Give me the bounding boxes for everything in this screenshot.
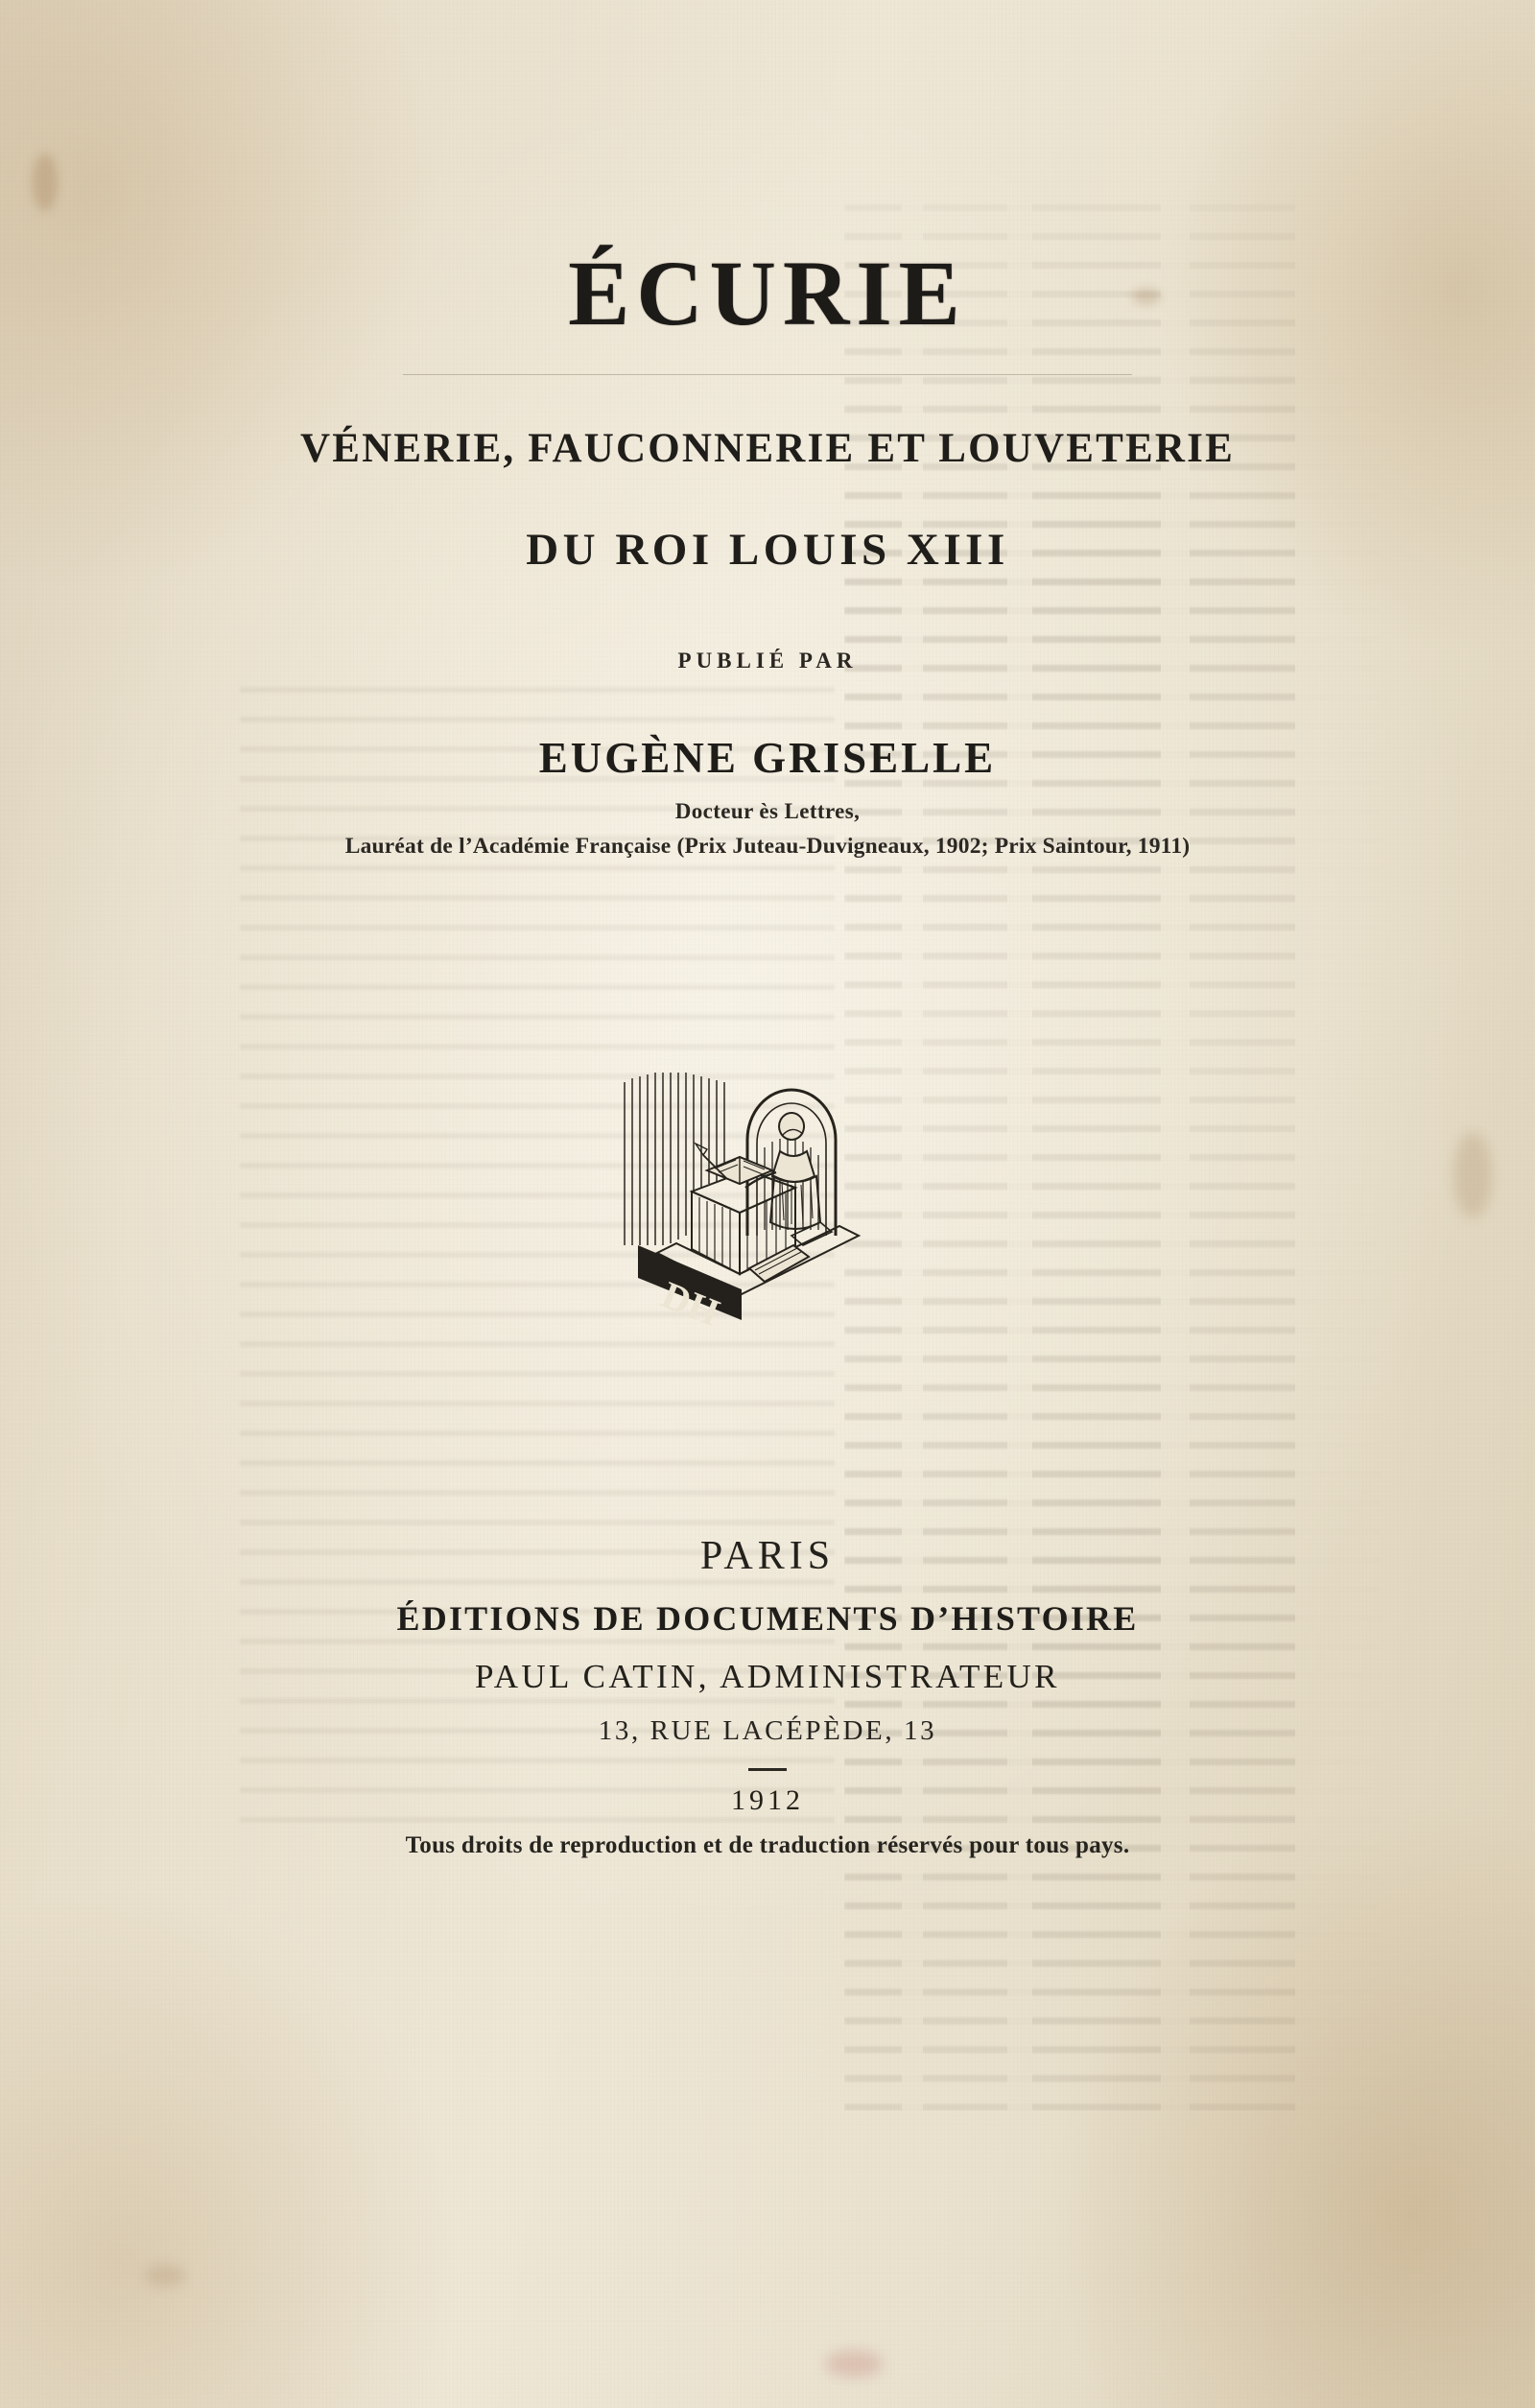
imprint-publisher: ÉDITIONS DE DOCUMENTS D’HISTOIRE <box>396 1599 1139 1638</box>
imprint-year: 1912 <box>731 1784 804 1816</box>
author-name: EUGÈNE GRISELLE <box>538 734 997 782</box>
foxing-spot <box>33 153 58 211</box>
published-by-label: PUBLIÉ PAR <box>677 649 858 673</box>
imprint-block <box>0 1533 1535 1859</box>
author-credential: Docteur ès Lettres, <box>674 799 861 823</box>
imprint-divider <box>748 1768 787 1771</box>
printer-device-illustration <box>603 1048 932 1335</box>
imprint-address: 13, RUE LACÉPÈDE, 13 <box>598 1715 937 1746</box>
subtitle-secondary: DU ROI LOUIS XIII <box>526 525 1009 575</box>
subtitle-primary: VÉNERIE, FAUCONNERIE ET LOUVETERIE <box>300 426 1235 471</box>
title-divider <box>403 374 1132 375</box>
author-awards: Lauréat de l’Académie Française (Prix Juteau-Duvigneaux, 1902; Prix Saintour, 1911) <box>344 834 1191 859</box>
copyright-notice: Tous droits de reproduction et de traduction réservés pour tous pays. <box>405 1832 1130 1858</box>
imprint-administrator: PAUL CATIN, ADMINISTRATEUR <box>475 1658 1060 1695</box>
imprint-city: PARIS <box>699 1534 836 1578</box>
page-title: ÉCURIE <box>568 242 967 344</box>
printer-device-monogram: DH <box>655 1272 726 1334</box>
foxing-spot <box>825 2350 883 2377</box>
foxing-spot <box>144 2264 186 2287</box>
